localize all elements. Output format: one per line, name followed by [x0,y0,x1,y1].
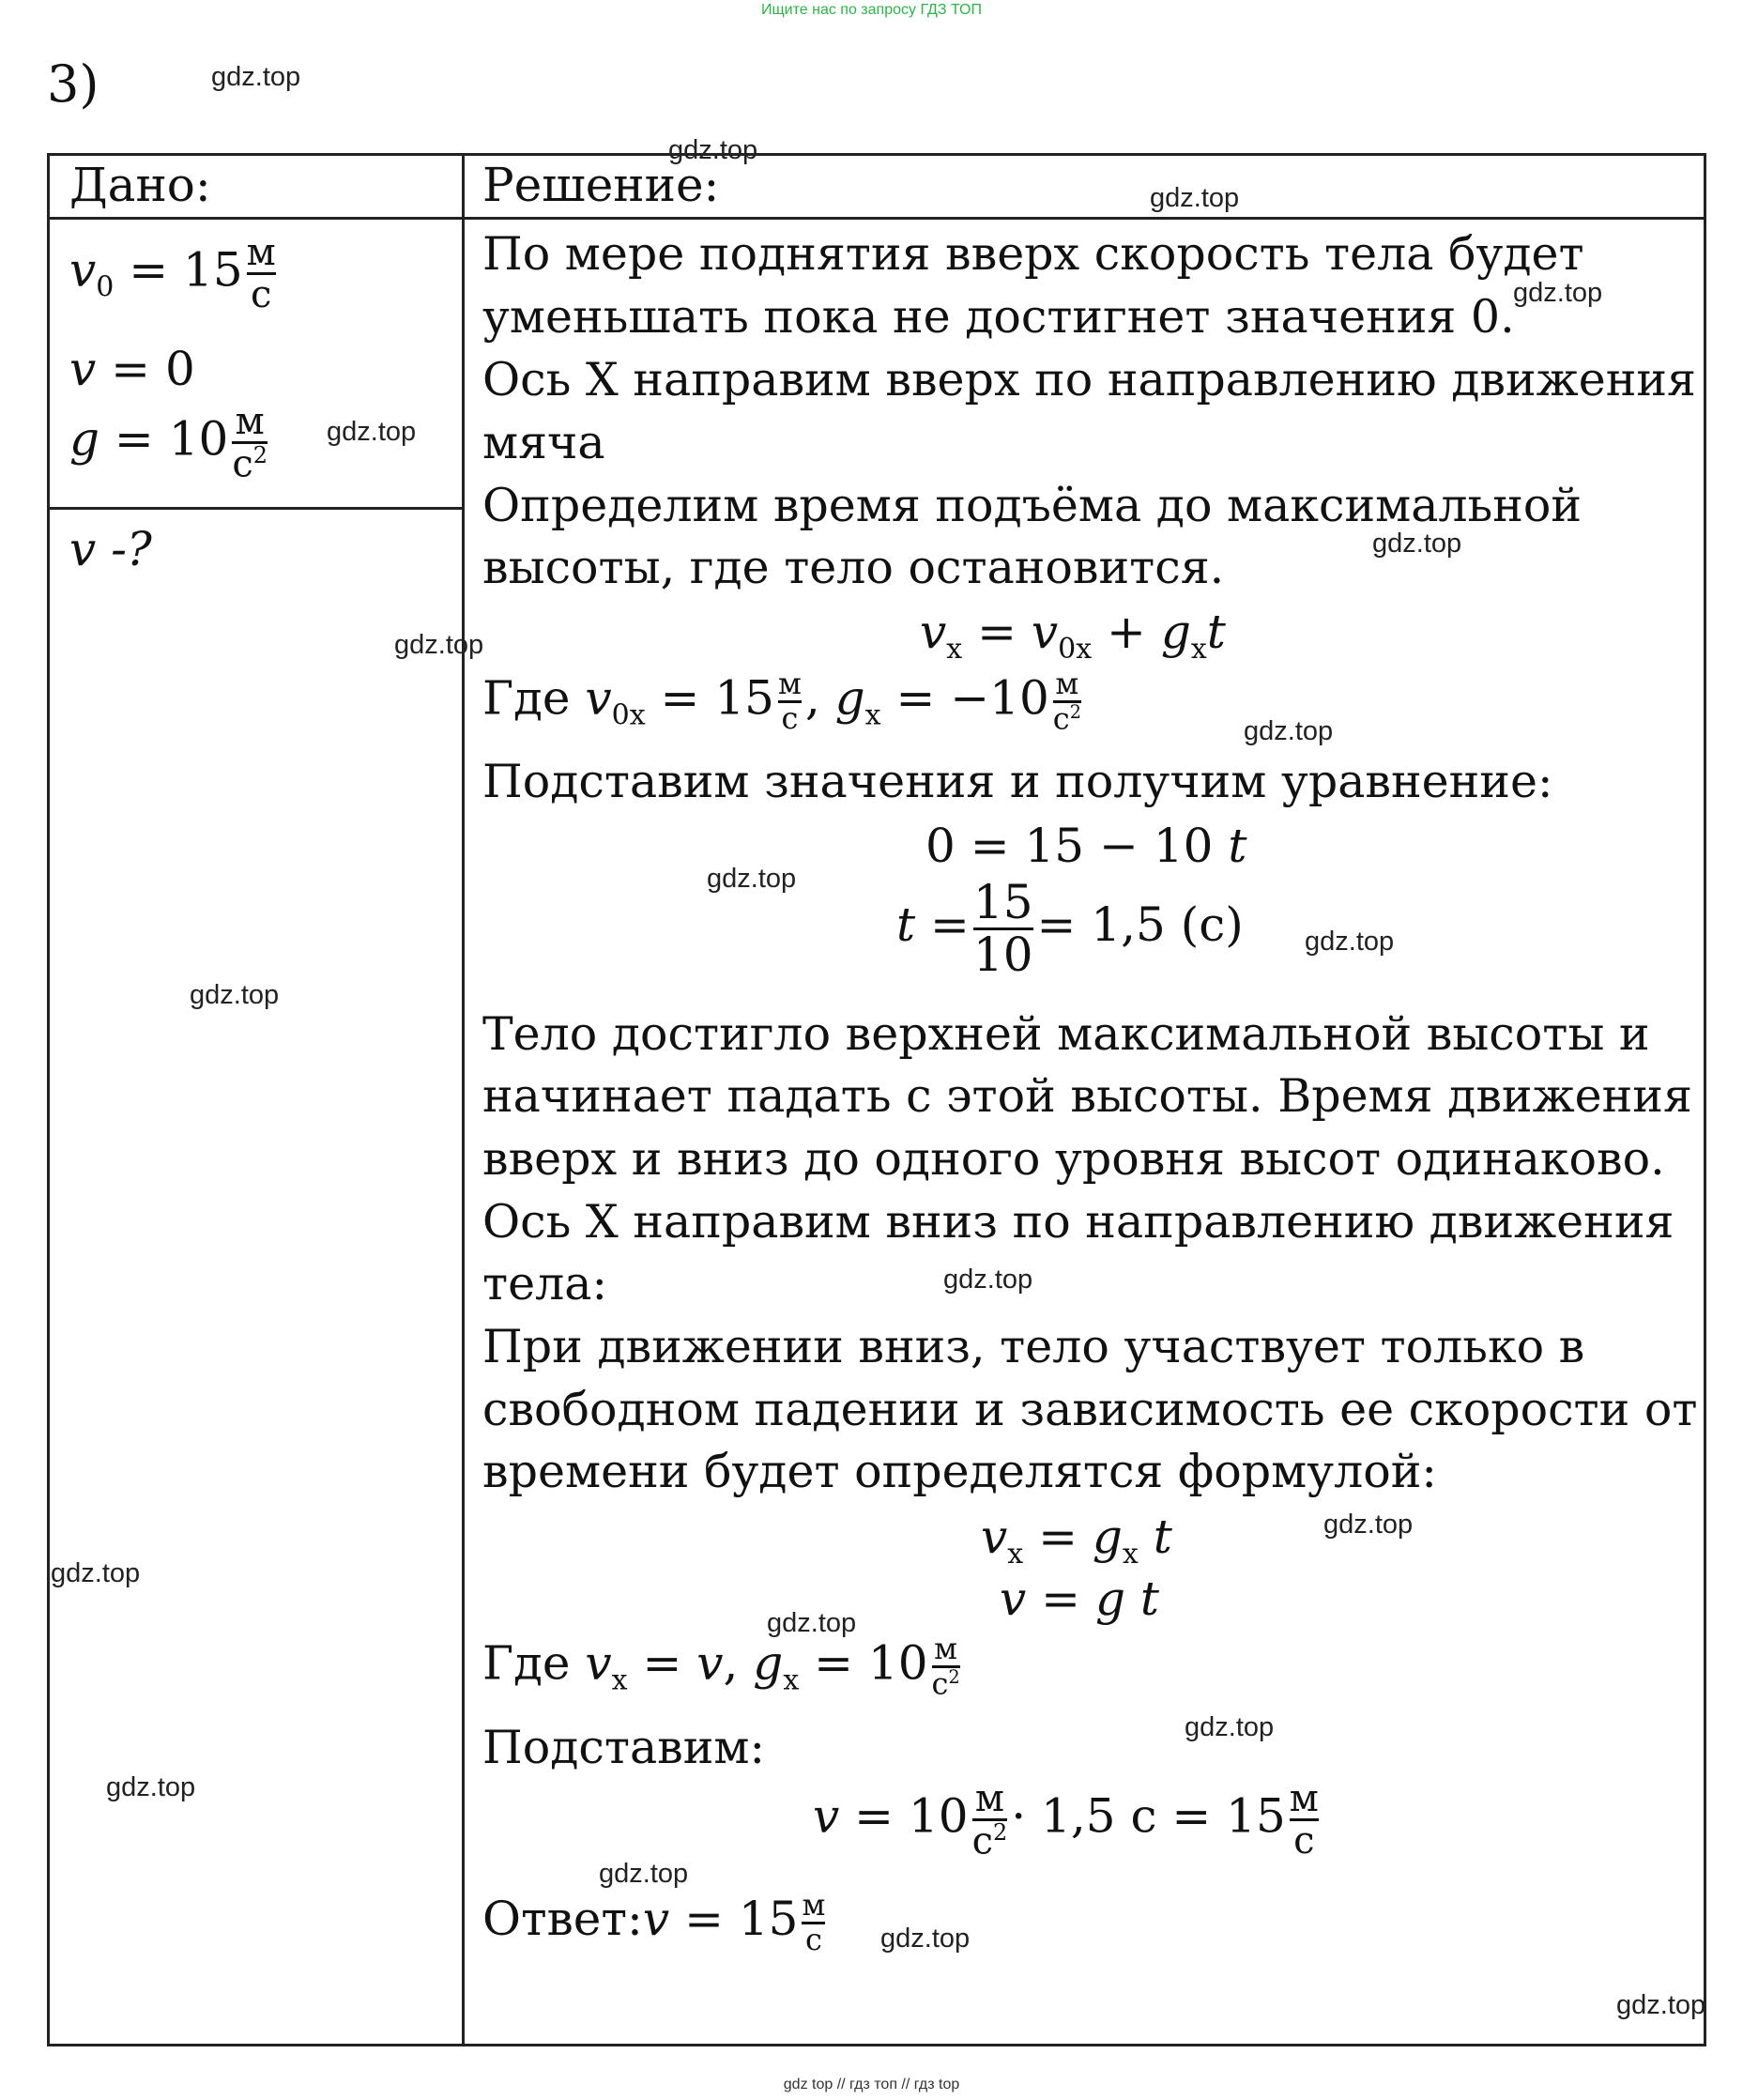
watermark: gdz.top [1372,529,1462,559]
answer-line: Ответ:v = 15 $\frac{м}{с}$ [482,1887,826,1957]
solution-header: Решение: [482,158,720,212]
solution-text-7a: При движении вниз, тело участвует только в [482,1320,1585,1373]
table-header-divider [47,217,1706,220]
watermark: gdz.top [1150,183,1240,213]
watermark: gdz.top [1513,278,1603,308]
table-border-bottom [47,2044,1706,2046]
watermark: gdz.top [943,1265,1033,1295]
solution-text-7c: времени будет определятся формулой: [482,1445,1437,1498]
solution-text-8: Подставим: [482,1721,766,1774]
watermark: gdz.top [1616,1990,1706,2020]
given-v: v = 0 [69,342,195,396]
watermark: gdz.top [394,630,484,660]
solution-text-1a: По мере поднятия вверх скорость тела будет [482,227,1584,281]
solution-text-5b: начинает падать с этой высоты. Время движения [482,1069,1692,1123]
formula-substitution: v = 10 $\frac{м}{с^2}$ · 1,5 с = 15 $\frac{м}{с}$ [813,1777,1319,1863]
given-header: Дано: [69,158,211,212]
solution-text-5c: вверх и вниз до одного уровня высот одинаково. [482,1132,1665,1186]
solution-text-4: Подставим значения и получим уравнение: [482,755,1553,808]
given-g: g = 10 $\frac{м}{с^2}$ [69,400,268,486]
watermark: gdz.top [707,864,797,894]
solution-text-2a: Ось X направим вверх по направлению движения [482,353,1696,406]
bottom-links: gdz top // гдз топ // гдз top [783,2077,960,2092]
formula-v-gt: v = g t [1000,1571,1159,1626]
equation-1: 0 = 15 − 10 t [925,819,1247,873]
watermark: gdz.top [1323,1510,1414,1540]
watermark: gdz.top [880,1924,971,1954]
where-line-1: Где $v_{0x} = 15$ $\frac{м}{с}$ , $g_x = -10$ $\frac{м}{с^2}$ [482,666,1081,737]
table-border-left [47,153,50,2046]
top-banner: Ищите нас по запросу ГДЗ ТОП [761,2,982,18]
watermark: gdz.top [668,135,758,165]
solution-text-2b: мяча [482,416,605,469]
watermark: gdz.top [1305,927,1395,957]
solution-text-1b: уменьшать пока не достигнет значения 0. [482,290,1515,344]
watermark: gdz.top [106,1772,196,1802]
solution-text-7b: свободном падении и зависимость ее скорости от [482,1383,1698,1436]
watermark: gdz.top [51,1558,141,1588]
solution-text-3b: высоты, где тело остановится. [482,541,1225,594]
solution-text-3a: Определим время подъёма до максимальной [482,479,1582,532]
watermark: gdz.top [1185,1712,1275,1742]
watermark: gdz.top [767,1608,857,1638]
watermark: gdz.top [1244,716,1334,746]
given-v0: $v_0 = 15$ $\frac{м}{с}$ [69,231,276,316]
solution-text-5a: Тело достигло верхней максимальной высоты и [482,1007,1650,1061]
watermark: gdz.top [211,62,301,92]
task-number: 3) [47,54,99,114]
watermark: gdz.top [599,1859,689,1889]
where-line-2: Где $v_x = v$, $g_x = 10$ $\frac{м}{с^2}$ [482,1631,960,1702]
watermark: gdz.top [190,980,280,1010]
formula-vx-downward: $v_x = g_x$ t [981,1510,1172,1571]
given-find: v -? [69,522,152,576]
table-border-right [1704,153,1706,2046]
formula-vx-upward: $v_x = v_{0x} + g_xt$ [920,605,1226,666]
table-border-top [47,153,1706,156]
watermark: gdz.top [327,417,417,447]
given-find-divider [47,507,464,510]
solution-text-6a: Ось X направим вниз по направлению движения [482,1195,1674,1249]
solution-text-6b: тела: [482,1257,607,1311]
table-column-divider [462,153,465,2046]
equation-2: t = $\frac{15}{10}$ = 1,5 (с) [896,875,1244,982]
